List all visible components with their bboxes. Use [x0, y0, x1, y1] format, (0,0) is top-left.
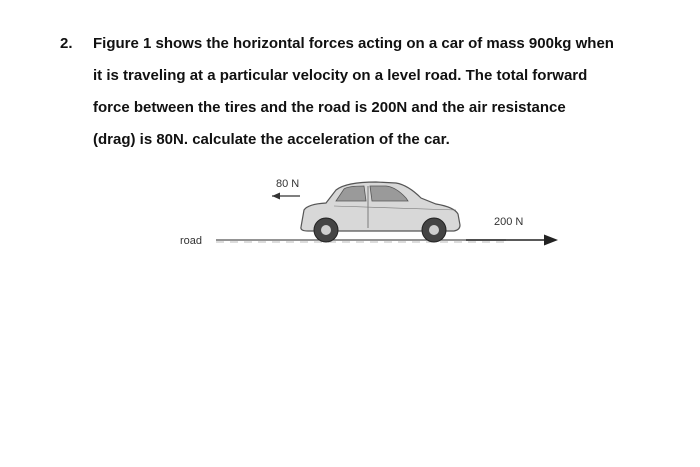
force-diagram-figure [176, 170, 566, 265]
drag-arrowhead-icon [272, 193, 280, 200]
question-line: (drag) is 80N. calculate the acceleration of the car. [93, 131, 450, 148]
question-line: it is traveling at a particular velocity on a level road. The total forward [93, 67, 588, 84]
question-number: 2. [60, 35, 73, 52]
question-line: force between the tires and the road is 200N and the air resistance [93, 99, 566, 116]
forward-force-label: 200 N [494, 216, 524, 228]
question-line: Figure 1 shows the horizontal forces acting on a car of mass 900kg when [93, 35, 614, 52]
road-label: road [180, 235, 203, 247]
car-illustration [301, 182, 460, 242]
question-text [93, 28, 653, 156]
force-diagram [176, 170, 566, 265]
drag-force-label: 80 N [276, 178, 300, 190]
forward-arrowhead-icon [544, 235, 558, 246]
